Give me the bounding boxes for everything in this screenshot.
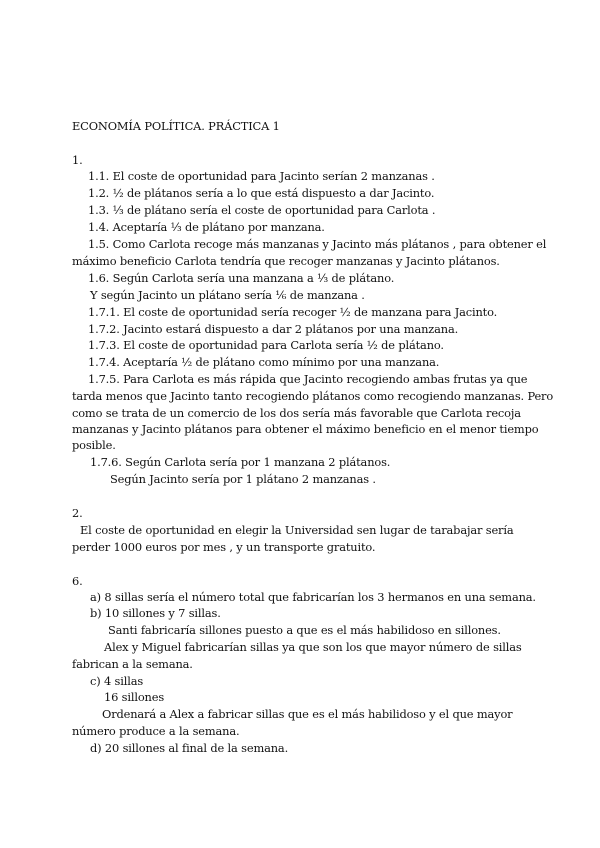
section-1-number: 1.: [72, 153, 83, 167]
answer-6-b-line2: Santi fabricaría sillones puesto a que es el más habilidoso en sillones.: [108, 623, 501, 637]
answer-6-d: d) 20 sillones al final de la semana.: [90, 741, 289, 755]
answer-1-7-4: 1.7.4. Aceptaría ½ de plátano como mínimo por una manzana.: [88, 355, 440, 369]
answer-2-line1: El coste de oportunidad en elegir la Universidad sen lugar de tarabajar sería: [80, 523, 514, 537]
answer-1-7-2: 1.7.2. Jacinto estará dispuesto a dar 2 plátanos por una manzana.: [88, 322, 459, 336]
document-title: ECONOMÍA POLÍTICA. PRÁCTICA 1: [72, 119, 280, 133]
answer-6-b-line3: Alex y Miguel fabricarían sillas ya que son los que mayor número de sillas: [104, 640, 522, 654]
section-2-number: 2.: [72, 506, 83, 520]
answer-2-line2: perder 1000 euros por mes , y un transporte gratuito.: [72, 540, 376, 554]
answer-1-7-6-line1: 1.7.6. Según Carlota sería por 1 manzana 2 plátanos.: [90, 455, 391, 469]
answer-1-6-line2: Y según Jacinto un plátano sería ⅙ de manzana .: [90, 288, 365, 302]
answer-1-4: 1.4. Aceptaría ⅓ de plátano por manzana.: [88, 220, 325, 234]
section-6-number: 6.: [72, 574, 83, 588]
answer-6-b-line1: b) 10 sillones y 7 sillas.: [90, 606, 221, 620]
answer-6-c-line2: 16 sillones: [104, 690, 165, 704]
answer-6-c-line4: número produce a la semana.: [72, 724, 240, 738]
answer-6-c-line1: c) 4 sillas: [90, 674, 144, 688]
answer-6-a: a) 8 sillas sería el número total que fabricarían los 3 hermanos en una semana.: [90, 590, 536, 604]
answer-1-7-1: 1.7.1. El coste de oportunidad sería recoger ½ de manzana para Jacinto.: [88, 305, 498, 319]
answer-6-b-line4: fabrican a la semana.: [72, 657, 193, 671]
answer-1-2: 1.2. ½ de plátanos sería a lo que está dispuesto a dar Jacinto.: [88, 186, 435, 200]
answer-1-7-5-line3: como se trata de un comercio de los dos sería más favorable que Carlota recoja: [72, 406, 521, 420]
answer-1-7-5-line5: posible.: [72, 438, 116, 452]
answer-1-7-3: 1.7.3. El coste de oportunidad para Carlota sería ½ de plátano.: [88, 338, 444, 352]
answer-6-c-line3: Ordenará a Alex a fabricar sillas que es el más habilidoso y el que mayor: [102, 707, 513, 721]
answer-1-7-5-line1: 1.7.5. Para Carlota es más rápida que Jacinto recogiendo ambas frutas ya que: [88, 372, 528, 386]
answer-1-3: 1.3. ⅓ de plátano sería el coste de oportunidad para Carlota .: [88, 203, 436, 217]
answer-1-7-5-line4: manzanas y Jacinto plátanos para obtener el máximo beneficio en el menor tiempo: [72, 422, 539, 436]
answer-1-5-line2: máximo beneficio Carlota tendría que recoger manzanas y Jacinto plátanos.: [72, 254, 500, 268]
answer-1-5-line1: 1.5. Como Carlota recoge más manzanas y Jacinto más plátanos , para obtener el: [88, 237, 547, 251]
answer-1-7-6-line2: Según Jacinto sería por 1 plátano 2 manzanas .: [110, 472, 376, 486]
answer-1-1: 1.1. El coste de oportunidad para Jacinto serían 2 manzanas .: [88, 169, 435, 183]
answer-1-7-5-line2: tarda menos que Jacinto tanto recogiendo plátanos como recogiendo manzanas. Pero: [72, 389, 554, 403]
answer-1-6-line1: 1.6. Según Carlota sería una manzana a ⅓ de plátano.: [88, 271, 395, 285]
